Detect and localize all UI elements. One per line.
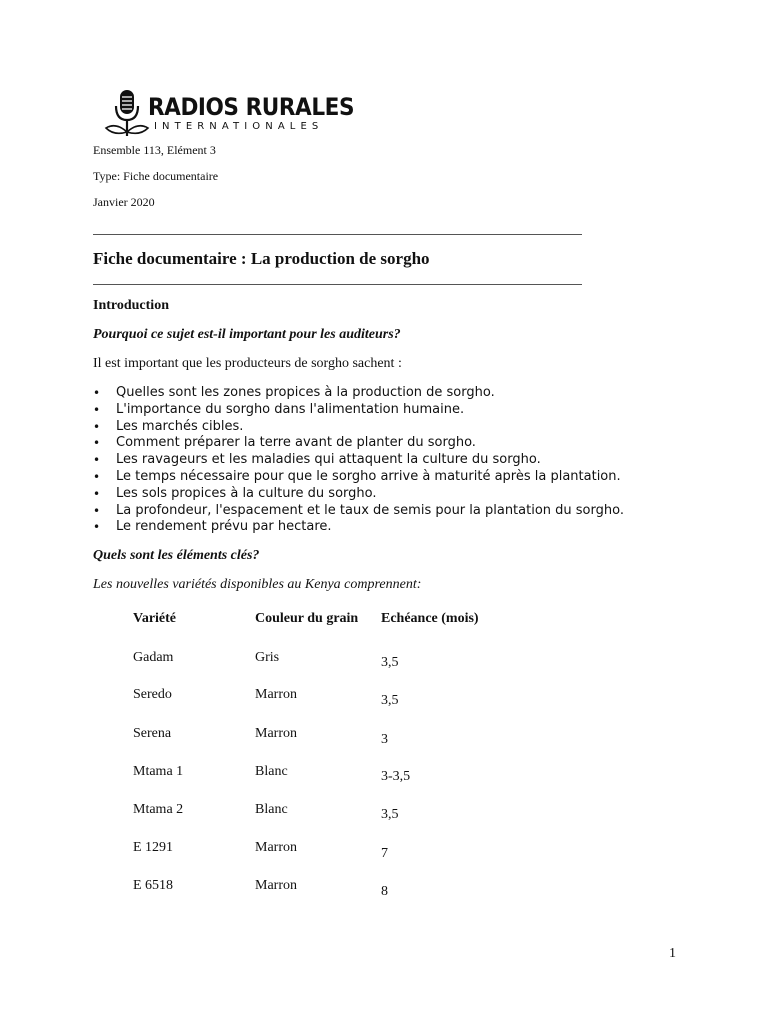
bullet-icon: • [93, 469, 101, 484]
key-elements-question: Quels sont les éléments clés? [93, 548, 260, 563]
introduction-lead: Il est important que les producteurs de sorgho sachent : [93, 356, 402, 371]
cell-color: Marron [255, 840, 297, 855]
bullet-icon: • [93, 486, 101, 501]
page-number: 1 [669, 946, 676, 961]
cell-variety: Mtama 1 [133, 764, 184, 779]
key-elements-lead: Les nouvelles variétés disponibles au Kenya comprennent: [93, 577, 422, 592]
radios-rurales-logo [104, 88, 355, 140]
list-item: • Les ravageurs et les maladies qui attaquent la culture du sorgho. [93, 452, 541, 468]
bullet-icon: • [93, 386, 101, 400]
list-item: • Le temps nécessaire pour que le sorgho arrive à maturité après la plantation. [93, 468, 621, 484]
cell-color: Marron [255, 687, 297, 702]
bullet-list [93, 385, 624, 536]
introduction-heading: Introduction [93, 298, 169, 313]
list-item: • Comment préparer la terre avant de planter du sorgho. [93, 435, 476, 451]
cell-variety: Mtama 2 [133, 802, 184, 817]
cell-color: Blanc [255, 802, 288, 817]
meta-type: Type: Fiche documentaire [93, 169, 219, 183]
microphone-plant-icon [104, 88, 152, 140]
bullet-icon: • [93, 503, 101, 518]
list-item: • Quelles sont les zones propices à la production de sorgho. [93, 385, 495, 400]
logo-brand-text: RADIOS RURALES [148, 93, 355, 121]
cell-maturity: 8 [381, 884, 388, 899]
table-header-color: Couleur du grain [255, 611, 359, 626]
cell-variety: Gadam [133, 650, 174, 665]
cell-color: Blanc [255, 764, 288, 779]
bullet-icon: • [93, 436, 101, 451]
list-item: • La profondeur, l'espacement et le taux de semis pour la plantation du sorgho. [93, 502, 624, 518]
cell-maturity: 3,5 [381, 655, 399, 670]
bullet-icon: • [93, 453, 101, 468]
list-item: • L'importance du sorgho dans l'alimentation humaine. [93, 401, 465, 417]
logo-subtitle-text: INTERNATIONALES [154, 121, 324, 132]
bullet-icon: • [93, 402, 101, 417]
bullet-icon: • [93, 419, 101, 434]
cell-variety: Serena [133, 726, 172, 741]
bullet-icon: • [93, 520, 101, 535]
cell-color: Marron [255, 878, 297, 893]
cell-maturity: 3-3,5 [381, 769, 411, 784]
cell-color: Marron [255, 726, 297, 741]
meta-ensemble: Ensemble 113, Elément 3 [93, 143, 216, 157]
list-item: • Les marchés cibles. [93, 418, 244, 434]
divider-top [93, 234, 582, 235]
meta-date: Janvier 2020 [93, 195, 155, 209]
list-item: • Les sols propices à la culture du sorgho. [93, 485, 377, 501]
cell-color: Gris [255, 650, 280, 665]
cell-variety: E 1291 [133, 840, 174, 855]
list-item: • Le rendement prévu par hectare. [93, 519, 332, 535]
cell-variety: Seredo [133, 687, 172, 702]
document-title: Fiche documentaire : La production de sorgho [93, 249, 430, 268]
table-header-variety: Variété [133, 611, 177, 626]
cell-variety: E 6518 [133, 878, 174, 893]
cell-maturity: 3,5 [381, 693, 399, 708]
divider-bottom [93, 284, 582, 285]
cell-maturity: 3 [381, 732, 388, 747]
introduction-question: Pourquoi ce sujet est-il important pour les auditeurs? [93, 327, 401, 342]
table-header-maturity: Echéance (mois) [381, 611, 479, 626]
cell-maturity: 3,5 [381, 807, 399, 822]
cell-maturity: 7 [381, 846, 388, 861]
